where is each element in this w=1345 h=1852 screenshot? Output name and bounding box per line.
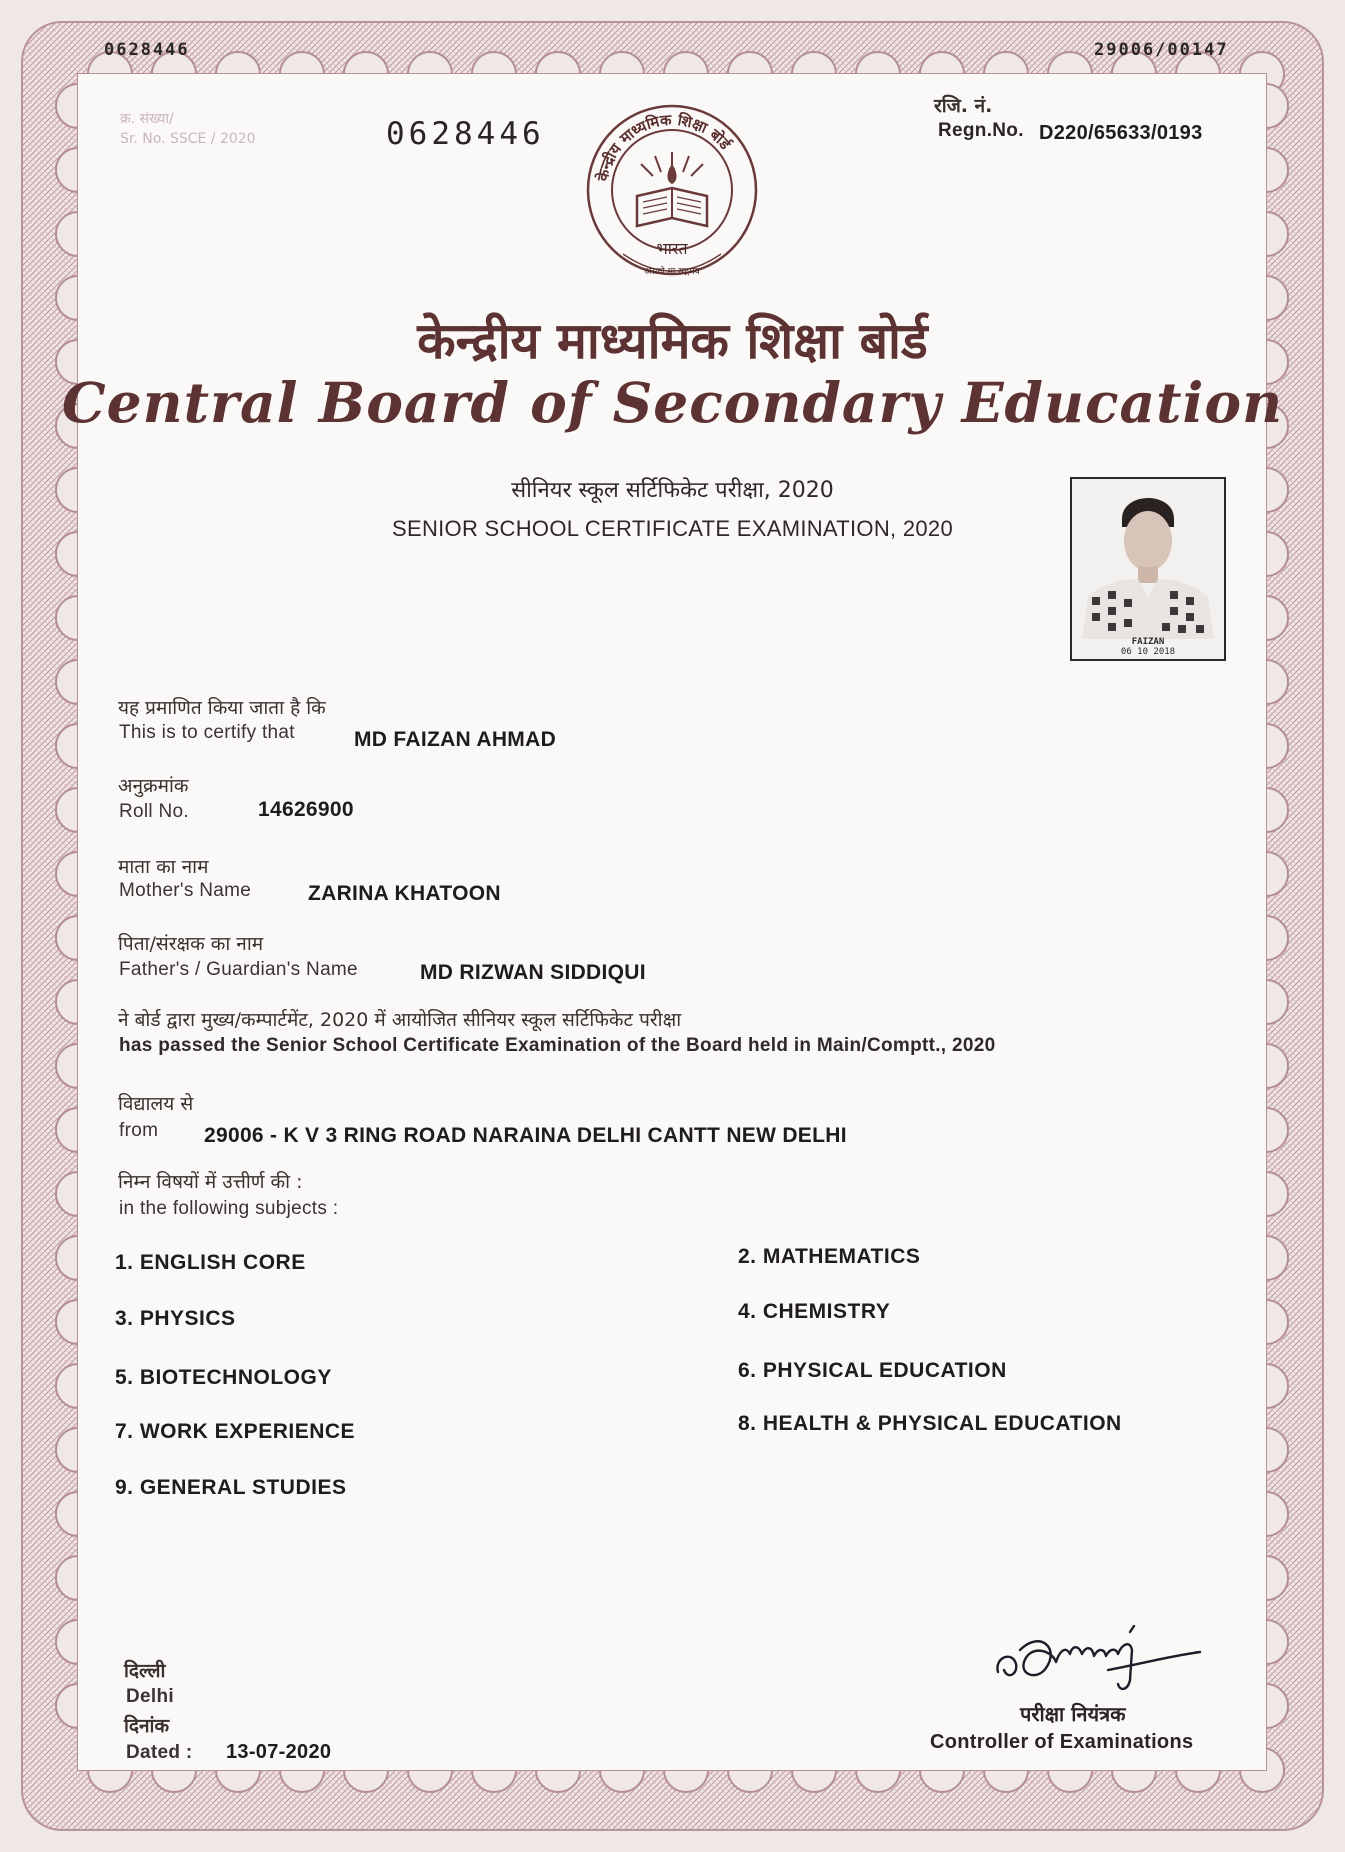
subject-item: 7. WORK EXPERIENCE <box>115 1420 356 1443</box>
passed-line-en: has passed the Senior School Certificate Examination of the Board held in Main/Comptt., 2020 <box>119 1035 996 1056</box>
roll-label-en: Roll No. <box>119 801 189 822</box>
regn-label-en: Regn.No. <box>938 120 1024 141</box>
passed-line-hi: ने बोर्ड द्वारा मुख्य/कम्पार्टमेंट, 2020 में आयोजित सीनियर स्कूल सर्टिफिकेट परीक्षा <box>118 1009 682 1031</box>
student-photo <box>1070 477 1226 661</box>
subject-item: 4. CHEMISTRY <box>738 1300 891 1323</box>
subjects-label-hi: निम्न विषयों में उत्तीर्ण की : <box>118 1171 303 1193</box>
father-name: MD RIZWAN SIDDIQUI <box>420 961 646 984</box>
subject-item: 9. GENERAL STUDIES <box>115 1476 347 1499</box>
photo-caption-date: 06 10 2018 <box>1120 647 1176 657</box>
mother-label-en: Mother's Name <box>119 880 252 901</box>
controller-title-en: Controller of Examinations <box>930 1731 1194 1753</box>
place-hi: दिल्ली <box>124 1660 166 1682</box>
emblem-bottom-text: भारत <box>656 239 688 258</box>
mother-label-hi: माता का नाम <box>118 856 209 878</box>
mother-name: ZARINA KHATOON <box>308 882 501 905</box>
corner-serial-right: 29006/00147 <box>1094 40 1229 60</box>
regn-label-hi: रजि. नं. <box>934 95 993 117</box>
date-label-hi: दिनांक <box>124 1715 170 1737</box>
subject-item: 2. MATHEMATICS <box>738 1245 921 1268</box>
serial-number: 0628446 <box>386 116 545 152</box>
title-english: Central Board of Secondary Education <box>61 370 1284 435</box>
father-label-en: Father's / Guardian's Name <box>119 959 358 980</box>
corner-serial-left: 0628446 <box>104 40 190 60</box>
exam-name-hindi: सीनियर स्कूल सर्टिफिकेट परीक्षा, 2020 <box>511 478 834 503</box>
student-portrait-icon <box>1072 479 1224 639</box>
subject-item: 8. HEALTH & PHYSICAL EDUCATION <box>738 1412 1122 1435</box>
place-en: Delhi <box>126 1686 174 1707</box>
subject-item: 1. ENGLISH CORE <box>115 1251 306 1274</box>
faded-serial-label-hi: क्र. संख्या/ <box>120 111 174 127</box>
emblem-ring-text: केन्द्रीय माध्यमिक शिक्षा बोर्ड <box>593 110 735 183</box>
regn-value: D220/65633/0193 <box>1039 122 1203 144</box>
date-label-en: Dated : <box>126 1742 193 1763</box>
school-label-hi: विद्यालय से <box>118 1093 194 1115</box>
student-name: MD FAIZAN AHMAD <box>354 728 557 751</box>
roll-label-hi: अनुक्रमांक <box>118 775 189 797</box>
subject-item: 6. PHYSICAL EDUCATION <box>738 1359 1007 1382</box>
exam-name-english: SENIOR SCHOOL CERTIFICATE EXAMINATION, 2020 <box>392 516 953 541</box>
school-label-en: from <box>119 1120 159 1141</box>
date-value: 13-07-2020 <box>226 1741 332 1763</box>
photo-caption-name: FAIZAN <box>1131 637 1165 647</box>
emblem-motto: असतो मा सद्गमय <box>644 267 700 277</box>
controller-signature <box>990 1610 1210 1700</box>
father-label-hi: पिता/संरक्षक का नाम <box>118 933 264 955</box>
subject-item: 5. BIOTECHNOLOGY <box>115 1366 332 1389</box>
title-hindi: केन्द्रीय माध्यमिक शिक्षा बोर्ड <box>417 312 928 370</box>
subjects-label-en: in the following subjects : <box>119 1198 339 1219</box>
certify-label-hi: यह प्रमाणित किया जाता है कि <box>118 697 326 719</box>
roll-number: 14626900 <box>258 798 354 821</box>
school-name: 29006 - K V 3 RING ROAD NARAINA DELHI CANTT NEW DELHI <box>204 1124 847 1147</box>
faded-serial-label-en: Sr. No. SSCE / 2020 <box>120 131 256 147</box>
controller-title-hi: परीक्षा नियंत्रक <box>1020 1702 1126 1726</box>
cbse-emblem-icon <box>585 104 759 284</box>
subject-item: 3. PHYSICS <box>115 1307 236 1330</box>
certify-label-en: This is to certify that <box>119 722 295 743</box>
